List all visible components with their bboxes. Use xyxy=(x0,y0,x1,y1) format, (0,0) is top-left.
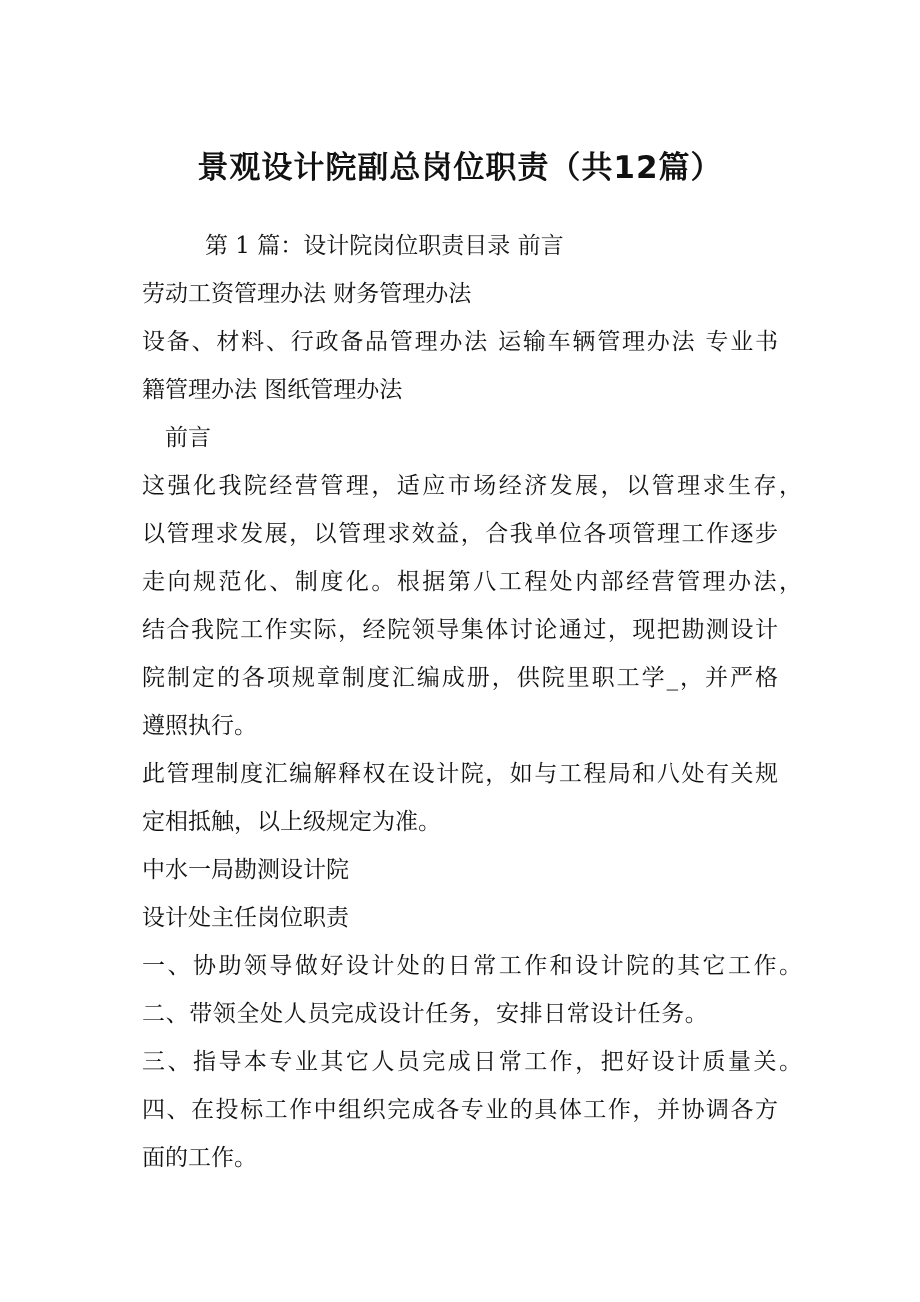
preface-paragraph-line: 结合我院工作实际，经院领导集体讨论通过，现把勘测设计 xyxy=(142,617,778,643)
toc-line: 设备、材料、行政备品管理办法 运输车辆管理办法 专业书 xyxy=(142,329,778,355)
toc-line: 籍管理办法 图纸管理办法 xyxy=(142,377,403,403)
preface-paragraph-line: 走向规范化、制度化。根据第八工程处内部经营管理办法， xyxy=(142,569,802,595)
preface-paragraph-line: 这强化我院经营管理，适应市场经济发展，以管理求生存， xyxy=(142,473,802,499)
preface-heading: 前言 xyxy=(165,425,211,451)
preface-paragraph-line: 院制定的各项规章制度汇编成册，供院里职工学_，并严格 xyxy=(142,665,778,691)
preface-paragraph-line: 此管理制度汇编解释权在设计院，如与工程局和八处有关规 xyxy=(142,761,778,787)
duty-item: 三、指导本专业其它人员完成日常工作，把好设计质量关。 xyxy=(142,1049,802,1075)
preface-paragraph-line: 定相抵触，以上级规定为准。 xyxy=(142,809,441,835)
duty-item: 四、在投标工作中组织完成各专业的具体工作，并协调各方 xyxy=(142,1097,778,1123)
document-title: 景观设计院副总岗位职责（共12篇） xyxy=(197,150,723,186)
preface-paragraph-line: 遵照执行。 xyxy=(142,713,257,739)
duty-item: 二、带领全处人员完成设计任务，安排日常设计任务。 xyxy=(142,1001,709,1027)
chapter-heading: 第 1 篇：设计院岗位职责目录 前言 xyxy=(205,233,564,259)
toc-line: 劳动工资管理办法 财务管理办法 xyxy=(142,281,472,307)
section-title: 设计处主任岗位职责 xyxy=(142,905,349,931)
preface-paragraph-line: 以管理求发展，以管理求效益，合我单位各项管理工作逐步 xyxy=(142,521,778,547)
organization-name: 中水一局勘测设计院 xyxy=(142,857,349,883)
duty-item: 一、协助领导做好设计处的日常工作和设计院的其它工作。 xyxy=(142,953,802,979)
duty-item: 面的工作。 xyxy=(142,1145,257,1171)
